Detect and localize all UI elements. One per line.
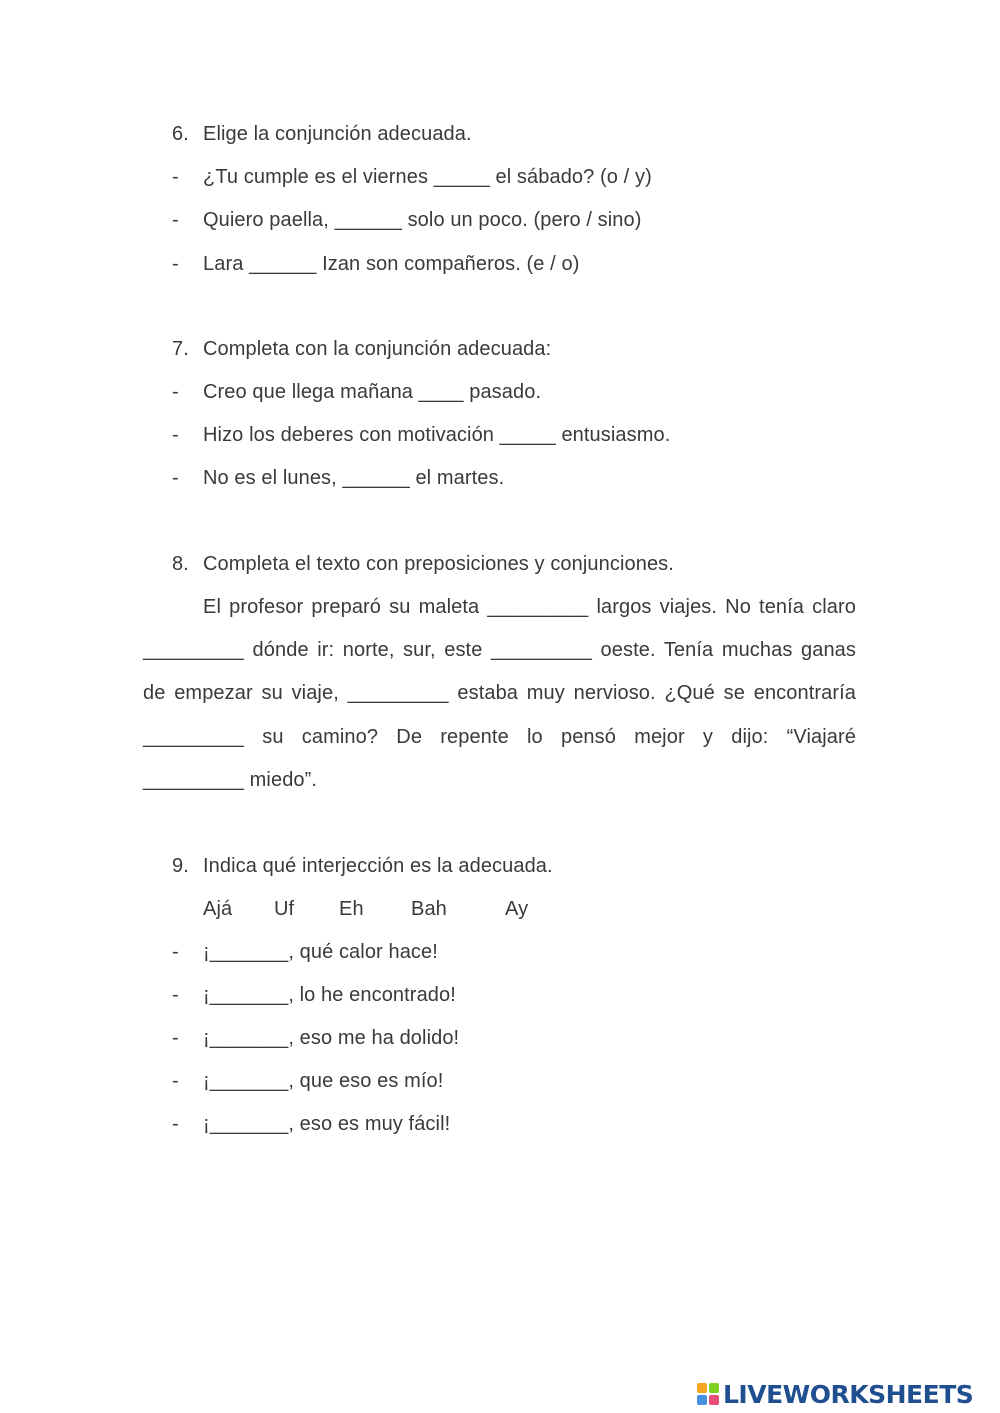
q6-item-text: Lara ______ Izan son compañeros. (e / o) bbox=[203, 253, 580, 275]
q8-paragraph-line-4 bbox=[0, 722, 1000, 752]
q6-title: Elige la conjunción adecuada. bbox=[203, 123, 472, 145]
logo-square bbox=[709, 1383, 719, 1393]
bullet-dash: - bbox=[172, 209, 179, 231]
q9-item-text: ¡_______, que eso es mío! bbox=[203, 1070, 444, 1092]
q6-item-3 bbox=[0, 249, 1000, 279]
bullet-dash: - bbox=[172, 253, 179, 275]
logo-grid-icon bbox=[697, 1383, 719, 1405]
q9-option: Bah bbox=[411, 898, 447, 920]
q9-item-text: ¡_______, lo he encontrado! bbox=[203, 984, 456, 1006]
q8-text-line: _________ dónde ir: norte, sur, este _________ oeste. Tenía muchas ganas bbox=[143, 639, 856, 661]
bullet-dash: - bbox=[172, 381, 179, 403]
q9-item-4 bbox=[0, 1066, 1000, 1096]
q9-heading bbox=[0, 851, 1000, 881]
logo-square bbox=[697, 1395, 707, 1405]
logo-square bbox=[709, 1395, 719, 1405]
q6-item-1 bbox=[0, 162, 1000, 192]
q9-number: 9. bbox=[172, 855, 189, 877]
bullet-dash: - bbox=[172, 1113, 179, 1135]
q9-item-text: ¡_______, eso me ha dolido! bbox=[203, 1027, 460, 1049]
q7-item-text: No es el lunes, ______ el martes. bbox=[203, 467, 505, 489]
q9-item-3 bbox=[0, 1023, 1000, 1053]
q9-options bbox=[0, 894, 1000, 924]
q8-title: Completa el texto con preposiciones y conjunciones. bbox=[203, 553, 674, 575]
q8-paragraph-line-1 bbox=[0, 592, 1000, 622]
q8-text-line: _________ su camino? De repente lo pensó mejor y dijo: “Viajaré bbox=[143, 726, 856, 748]
q8-paragraph-line-5 bbox=[0, 765, 1000, 795]
liveworksheets-logo bbox=[697, 1377, 973, 1411]
q7-item-2 bbox=[0, 420, 1000, 450]
bullet-dash: - bbox=[172, 984, 179, 1006]
q8-text-line: El profesor preparó su maleta _________ largos viajes. No tenía claro bbox=[203, 596, 856, 618]
logo-text: LIVEWORKSHEETS bbox=[723, 1379, 974, 1409]
q7-item-text: Creo que llega mañana ____ pasado. bbox=[203, 381, 542, 403]
q6-item-2 bbox=[0, 205, 1000, 235]
q7-item-text: Hizo los deberes con motivación _____ entusiasmo. bbox=[203, 424, 671, 446]
q6-item-text: ¿Tu cumple es el viernes _____ el sábado? (o / y) bbox=[203, 166, 652, 188]
q8-text-line: de empezar su viaje, _________ estaba muy nervioso. ¿Qué se encontraría bbox=[143, 682, 856, 704]
q7-number: 7. bbox=[172, 338, 189, 360]
q9-title: Indica qué interjección es la adecuada. bbox=[203, 855, 553, 877]
q7-title: Completa con la conjunción adecuada: bbox=[203, 338, 552, 360]
q8-number: 8. bbox=[172, 553, 189, 575]
bullet-dash: - bbox=[172, 1027, 179, 1049]
q8-text-line: _________ miedo”. bbox=[143, 769, 318, 791]
q8-paragraph-line-3 bbox=[0, 678, 1000, 708]
q9-item-text: ¡_______, eso es muy fácil! bbox=[203, 1113, 451, 1135]
bullet-dash: - bbox=[172, 166, 179, 188]
q9-item-5 bbox=[0, 1109, 1000, 1139]
q9-item-text: ¡_______, qué calor hace! bbox=[203, 941, 438, 963]
q9-option: Eh bbox=[339, 898, 364, 920]
bullet-dash: - bbox=[172, 467, 179, 489]
q9-item-1 bbox=[0, 937, 1000, 967]
bullet-dash: - bbox=[172, 424, 179, 446]
q6-heading bbox=[0, 119, 1000, 149]
q9-option: Ajá bbox=[203, 898, 233, 920]
q9-option: Uf bbox=[274, 898, 295, 920]
bullet-dash: - bbox=[172, 1070, 179, 1092]
q8-heading bbox=[0, 549, 1000, 579]
q8-paragraph-line-2 bbox=[0, 635, 1000, 665]
q7-item-3 bbox=[0, 463, 1000, 493]
q9-option: Ay bbox=[505, 898, 529, 920]
q6-item-text: Quiero paella, ______ solo un poco. (pero / sino) bbox=[203, 209, 642, 231]
q9-item-2 bbox=[0, 980, 1000, 1010]
q7-item-1 bbox=[0, 377, 1000, 407]
q7-heading bbox=[0, 334, 1000, 364]
bullet-dash: - bbox=[172, 941, 179, 963]
logo-square bbox=[697, 1383, 707, 1393]
q6-number: 6. bbox=[172, 123, 189, 145]
